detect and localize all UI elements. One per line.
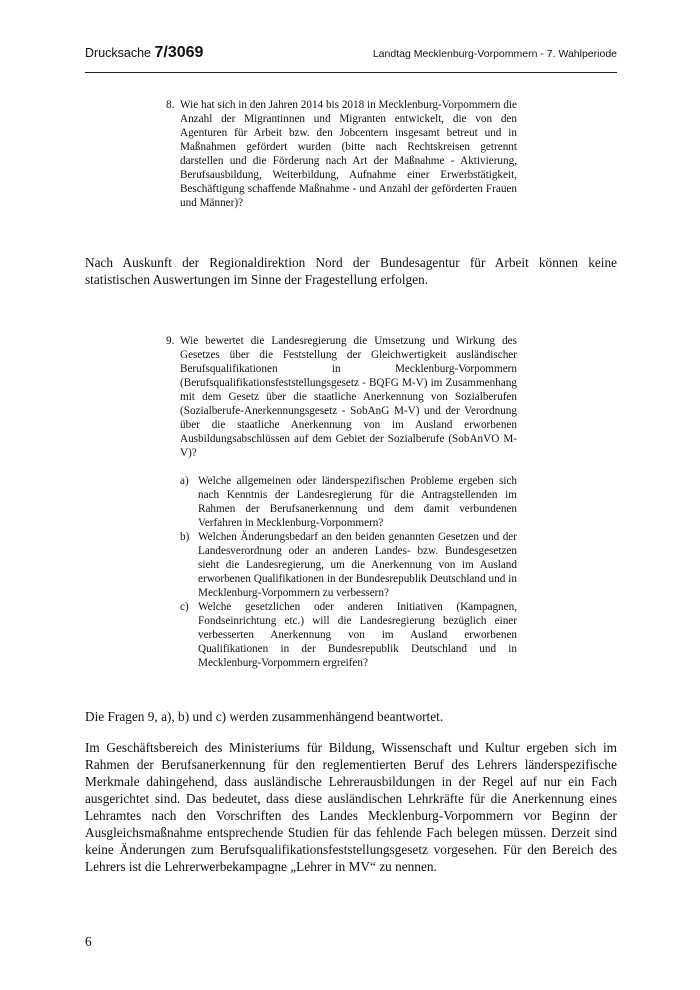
question-8-text: Wie hat sich in den Jahren 2014 bis 2018 in Mecklenburg-Vorpommern die Anzahl der Migrantinnen und Migranten entwickelt, die von den Agenturen für Arbeit bzw. den Jobcentern insgesamt betreut und in Maßnahmen gefördert wurden (bitte nach Rechtskreisen getrennt darstellen und die Förderung nach Art der Maßnahme - Aktivierung, Berufsausbildung, Weiterbildung, Aufnahme einer Erwerbstätigkeit, Beschäftigung schaffende Maßnahme - und Anzahl der geförderten Frauen und Männer)? [180,99,517,209]
question-9 [166,334,517,670]
question-9-subquestions [166,474,517,670]
question-9-text: Wie bewertet die Landesregierung die Umsetzung und Wirkung des Gesetzes über die Feststellung der Gleichwertigkeit ausländischer Berufsqualifikationen in Mecklenburg-Vorpommern (Berufsqualifikationsfeststellungsgesetz - BQFG M-V) im Zusammenhang mit dem Gesetz über die staatliche Anerkennung von Sozialberufen (Sozialberufe-Anerkennungsgesetz - SobAnG M-V) und der Verordnung über die staatliche Anerkennung von im Ausland erworbenen Ausbildungsabschlüssen auf dem Gebiet der Sozialberufe (SobAnVO M-V)? [180,335,517,459]
parliament-title: Landtag Mecklenburg-Vorpommern - 7. Wahlperiode [372,48,617,60]
question-8-number: 8. [166,99,175,111]
answer-9-body: Im Geschäftsbereich des Ministeriums für Bildung, Wissenschaft und Kultur ergeben sich im Rahmen der Berufsanerkennung für den reglementierten Beruf des Lehrers länderspezifische Merkmale dahingehend, dass ausländische Lehrerausbildungen in der Regel auf nur ein Fach ausgerichtet sind. Das bedeutet, dass diese ausländischen Lehrkräfte für die Anerkennung eines Lehramtes nach den Vorschriften des Landes Mecklenburg-Vorpommern vor Beginn der Ausgleichsmaßnahme entsprechende Studien für das fehlende Fach belegen müssen. Derzeit sind keine Änderungen zum Berufsqualifikationsfeststellungsgesetz vorgesehen. Für den Bereich des Lehrers ist die Lehrerwerbekampagne „Lehrer in MV“ zu nennen. [85,740,617,874]
subquestion-c [166,600,517,670]
subquestion-label: b) [180,531,190,543]
subquestion-text: Welche allgemeinen oder länderspezifischen Probleme ergeben sich nach Kenntnis der Landesregierung für die Antragstellenden im Rahmen der Berufsanerkennung und dem damit verbundenen Verfahren in Mecklenburg-Vorpommern? [198,475,517,529]
page-header [85,42,617,72]
page-number: 6 [85,934,92,949]
question-8 [166,98,517,210]
header-divider [85,72,617,73]
subquestion-b [166,530,517,600]
subquestion-text: Welchen Änderungsbedarf an den beiden genannten Gesetzen und der Landesverordnung oder an anderen Landes- bzw. Bundesgesetzen sieht die Landesregierung, um die Anerkennung von im Ausland erworbenen Qualifikationen in der Bundesrepublik Deutschland und in Mecklenburg-Vorpommern zu verbessern? [198,531,517,599]
subquestion-text: Welche gesetzlichen oder anderen Initiativen (Kampagnen, Fondseinrichtung etc.) will die Landesregierung bezüglich einer verbesserten Anerkennung von im Ausland erworbenen Qualifikationen in der Bundesrepublik Deutschland und in Mecklenburg-Vorpommern ergreifen? [198,601,517,669]
document-id [85,44,203,62]
answer-9-intro: Die Fragen 9, a), b) und c) werden zusammenhängend beantwortet. [85,709,444,724]
subquestion-label: c) [180,601,189,613]
answer-8: Nach Auskunft der Regionaldirektion Nord der Bundesagentur für Arbeit können keine statistischen Auswertungen im Sinne der Fragestellung erfolgen. [85,255,617,287]
document-prefix: Drucksache [85,46,155,60]
subquestion-a [166,474,517,530]
subquestion-label: a) [180,475,189,487]
question-9-number: 9. [166,335,175,347]
document-number: 7/3069 [154,44,204,61]
